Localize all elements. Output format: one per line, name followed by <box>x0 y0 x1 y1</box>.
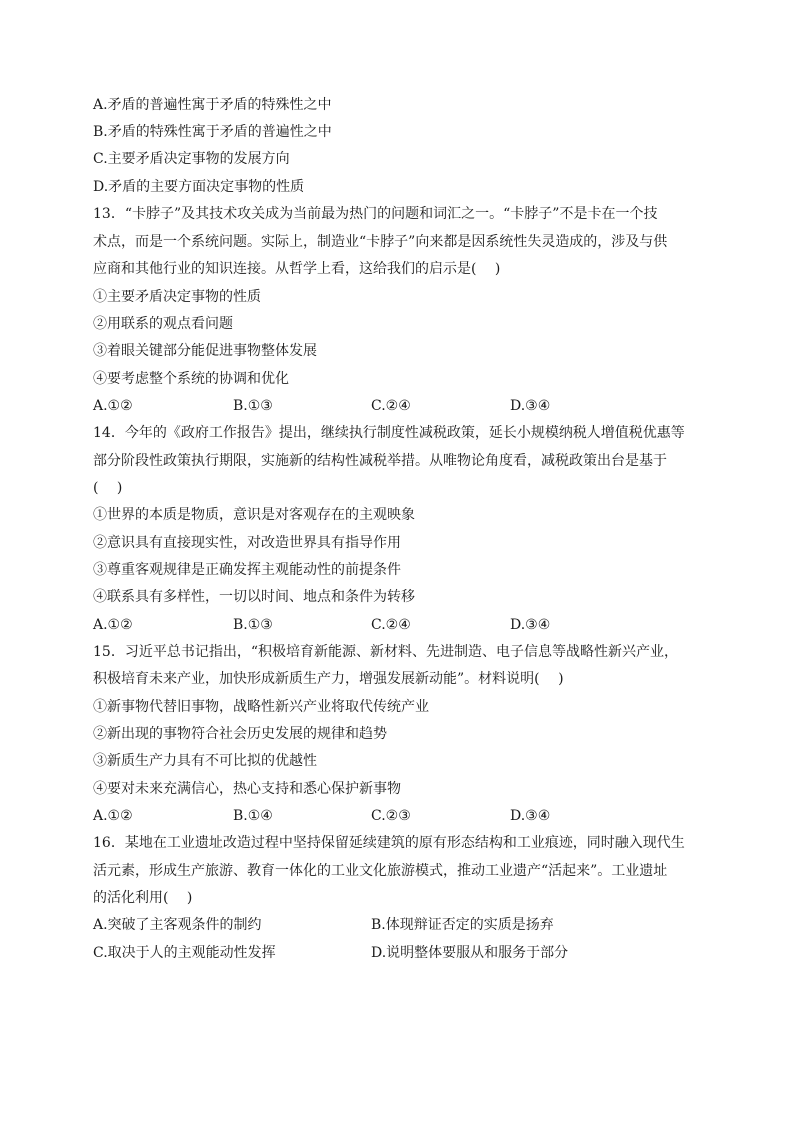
q13-item-2: ②用联系的观点看问题 <box>93 316 233 332</box>
q13-option-a: A.①② <box>93 398 133 414</box>
q15-option-d: D.③④ <box>510 808 551 824</box>
q13-stem-line-1: 13．“卡脖子”及其技术攻关成为当前最为热门的问题和词汇之一。“卡脖子”不是卡在一个技 <box>93 206 658 222</box>
q13-stem-line-3: 应商和其他行业的知识连接。从哲学上看，这给我们的启示是( ) <box>93 261 501 277</box>
q14-option-b: B.①③ <box>233 617 273 633</box>
q15-item-4: ④要对未来充满信心，热心支持和悉心保护新事物 <box>93 781 401 797</box>
q13-option-b: B.①③ <box>233 398 273 414</box>
q13-item-1: ①主要矛盾决定事物的性质 <box>93 289 261 305</box>
q14-item-1: ①世界的本质是物质，意识是对客观存在的主观映象 <box>93 507 415 523</box>
q12-option-b: B.矛盾的特殊性寓于矛盾的普遍性之中 <box>93 124 332 140</box>
q15-stem-line-1: 15．习近平总书记指出，“积极培育新能源、新材料、先进制造、电子信息等战略性新兴产业， <box>93 644 678 660</box>
q15-option-a: A.①② <box>93 808 133 824</box>
q12-option-a: A.矛盾的普遍性寓于矛盾的特殊性之中 <box>93 97 332 113</box>
q15-option-c: C.②③ <box>371 808 411 824</box>
q15-item-3: ③新质生产力具有不可比拟的优越性 <box>93 753 317 769</box>
q14-stem-line-1: 14．今年的《政府工作报告》提出，继续执行制度性减税政策，延长小规模纳税人增值税优惠等 <box>93 425 685 441</box>
q16-options-row-2 <box>93 943 713 963</box>
q15-item-1: ①新事物代替旧事物，战略性新兴产业将取代传统产业 <box>93 699 429 715</box>
q16-stem-line-2: 活元素，形成生产旅游、教育一体化的工业文化旅游模式，推动工业遗产“活起来”。工业遗址 <box>93 863 668 879</box>
q13-item-4: ④要考虑整个系统的协调和优化 <box>93 371 289 387</box>
q16-stem-line-3: 的活化利用( ) <box>93 890 193 906</box>
q14-options <box>93 615 713 635</box>
q16-option-a: A.突破了主客观条件的制约 <box>93 917 262 933</box>
q14-option-c: C.②④ <box>371 617 411 633</box>
q16-stem-line-1: 16．某地在工业遗址改造过程中坚持保留延续建筑的原有形态结构和工业痕迹，同时融入现代生 <box>93 835 685 851</box>
q13-options <box>93 396 713 416</box>
q16-options-row-1 <box>93 915 713 935</box>
q14-item-3: ③尊重客观规律是正确发挥主观能动性的前提条件 <box>93 562 401 578</box>
q12-option-d: D.矛盾的主要方面决定事物的性质 <box>93 179 305 195</box>
q13-item-3: ③着眼关键部分能促进事物整体发展 <box>93 343 317 359</box>
q16-option-c: C.取决于人的主观能动性发挥 <box>93 945 276 961</box>
q16-option-b: B.体现辩证否定的实质是扬弃 <box>371 917 554 933</box>
q14-item-4: ④联系具有多样性，一切以时间、地点和条件为转移 <box>93 589 415 605</box>
q14-option-a: A.①② <box>93 617 133 633</box>
q14-option-d: D.③④ <box>510 617 551 633</box>
q15-item-2: ②新出现的事物符合社会历史发展的规律和趋势 <box>93 726 387 742</box>
q13-option-c: C.②④ <box>371 398 411 414</box>
q13-option-d: D.③④ <box>510 398 551 414</box>
q14-item-2: ②意识具有直接现实性，对改造世界具有指导作用 <box>93 535 401 551</box>
q14-stem-line-3: ( ) <box>93 480 123 496</box>
q13-stem-line-2: 术点，而是一个系统问题。实际上，制造业“卡脖子”向来都是因系统性失灵造成的，涉及与供 <box>93 234 668 250</box>
q15-stem-line-2: 积极培育未来产业，加快形成新质生产力，增强发展新动能”。材料说明( ) <box>93 671 564 687</box>
q15-options <box>93 806 713 826</box>
q12-option-c: C.主要矛盾决定事物的发展方向 <box>93 151 290 167</box>
q15-option-b: B.①④ <box>233 808 273 824</box>
q14-stem-line-2: 部分阶段性政策执行期限，实施新的结构性减税举措。从唯物论角度看，减税政策出台是基于 <box>93 453 667 469</box>
q16-option-d: D.说明整体要服从和服务于部分 <box>371 945 569 961</box>
